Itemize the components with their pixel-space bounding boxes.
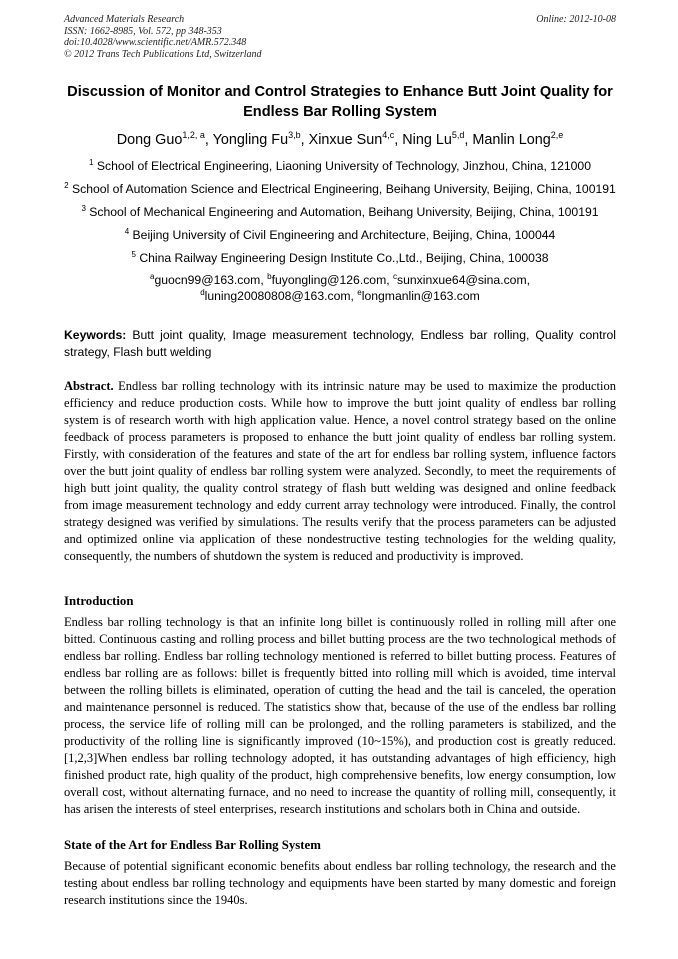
author-emails: $^a$guocn99@163.com, $^b$fuyongling@126.com, $^c$sunxinxue64@sina.com, $^d$luning20080808@163.com, $^e$longmanlin@163.com (149, 271, 530, 303)
abstract-label: Abstract. (64, 379, 114, 393)
abstract-text: Endless bar rolling technology with its intrinsic nature may be used to maximize the production efficiency and reduce production costs. While how to improve the butt joint quality of endless bar rolling system is of research worth with high application value. Hence, a novel control strategy based on the online feedback of process parameters is proposed to enhance the butt joint quality of endless bar rolling system. Firstly, with consideration of the features and state of the art for endless bar rolling system, influence factors over the butt joint quality of endless bar rolling system were analyzed. Secondly, to meet the requirements of high butt joint quality, the quality control strategy of flash butt welding was designed and online feedback from image measurement technology and eddy current array technology were introduced. Finally, the control strategy designed was verified by simulations. The results verify that the process parameters can be adjusted and optimized online via application of these nondestructive testing technologies for the welding quality, consequently, the numbers of shutdown the system is reduced and productivity is improved. (64, 379, 616, 563)
email-link[interactable]: luning20080808@163.com (204, 289, 351, 303)
section-body-state-of-the-art: Because of potential significant economic benefits about endless bar rolling technology, the research and the testing about endless bar rolling technology and equipments have been started by many domestic and foreign research institutions since the 1940s. (64, 859, 616, 907)
author: Ning Lu$^{5,d}$, (402, 130, 473, 148)
author: Dong Guo$^{1,2, a}$, (116, 130, 213, 148)
affiliation-list (64, 157, 616, 304)
keywords-text: Butt joint quality, Image measurement technology, Endless bar rolling, Quality control strategy, Flash butt welding (64, 328, 617, 359)
author: Yongling Fu$^{3,b}$, (212, 130, 309, 148)
affiliation: $^4$ Beijing University of Civil Engineering and Architecture, Beijing, China, 100044 (124, 226, 556, 242)
author-list (64, 130, 616, 150)
author: Xinxue Sun$^{4,c}$, (308, 130, 403, 148)
section-heading-introduction: Introduction (64, 594, 134, 608)
keywords (64, 327, 616, 361)
affiliation: $^5$ China Railway Engineering Design Institute Co.,Ltd., Beijing, China, 100038 (131, 249, 549, 265)
journal-name: Advanced Materials Research (64, 14, 185, 25)
online-date: Online: 2012-10-08 (536, 14, 616, 25)
journal-copyright: © 2012 Trans Tech Publications Ltd, Switzerland (64, 48, 262, 60)
journal-header (64, 14, 616, 60)
author: Manlin Long$^{2,e}$ (472, 130, 564, 148)
email-link[interactable]: guocn99@163.com (154, 273, 261, 287)
affiliation: $^1$ School of Electrical Engineering, Liaoning University of Technology, Jinzhou, China, 121000 (89, 157, 591, 173)
paper-title: Discussion of Monitor and Control Strategies to Enhance Butt Joint Quality for Endless Bar Rolling System (67, 84, 613, 120)
journal-issn: ISSN: 1662-8985, Vol. 572, pp 348-353 (64, 25, 222, 37)
email-link[interactable]: sunxinxue64@sina.com (397, 273, 527, 287)
section-heading-state-of-the-art: State of the Art for Endless Bar Rolling System (64, 838, 321, 852)
email-link[interactable]: longmanlin@163.com (361, 289, 480, 303)
journal-doi: doi:10.4028/www.scientific.net/AMR.572.348 (64, 37, 247, 48)
email-link[interactable]: fuyongling@126.com (271, 273, 387, 287)
affiliation: $^3$ School of Mechanical Engineering and Automation, Beihang University, Beijing, China, 100191 (81, 203, 599, 219)
affiliation: $^2$ School of Automation Science and Electrical Engineering, Beihang University, Beijing, China, 100191 (64, 180, 616, 196)
abstract (64, 378, 616, 565)
keywords-label: Keywords: (64, 328, 127, 342)
section-body-introduction: Endless bar rolling technology is that an infinite long billet is continuously rolled in rolling mill after one bitted. Continuous casting and rolling process and billet butting process are the two technological methods of endless bar rolling. Endless bar rolling technology mentioned is referred to billet butting process. Features of endless bar rolling are as follows: billet is frequently bitted into rolling mill which is avoided, time interval between the rolling billets is eliminated, operation of cutting the head and the tail is canceled, the operation and maintenance personnel is reduced. The statistics show that, because of the use of the endless bar rolling process, the service life of rolling mill can be prolonged, and the rolling parameters is stabilized, and the productivity of the rolling line is significantly improved (10~15%), and production cost is greatly reduced.[1,2,3]When endless bar rolling technology adopted, it has outstanding advantages of high efficiency, high finished product rate, high quality of the product, high comprehensive benefits, low energy consumption, low overall cost, without alternating furnace, and no need to increase the quantity of rolling mill, consequently, it has arisen the interests of steel enterprises, research institutions and scholars both in China and outside. (64, 615, 616, 816)
